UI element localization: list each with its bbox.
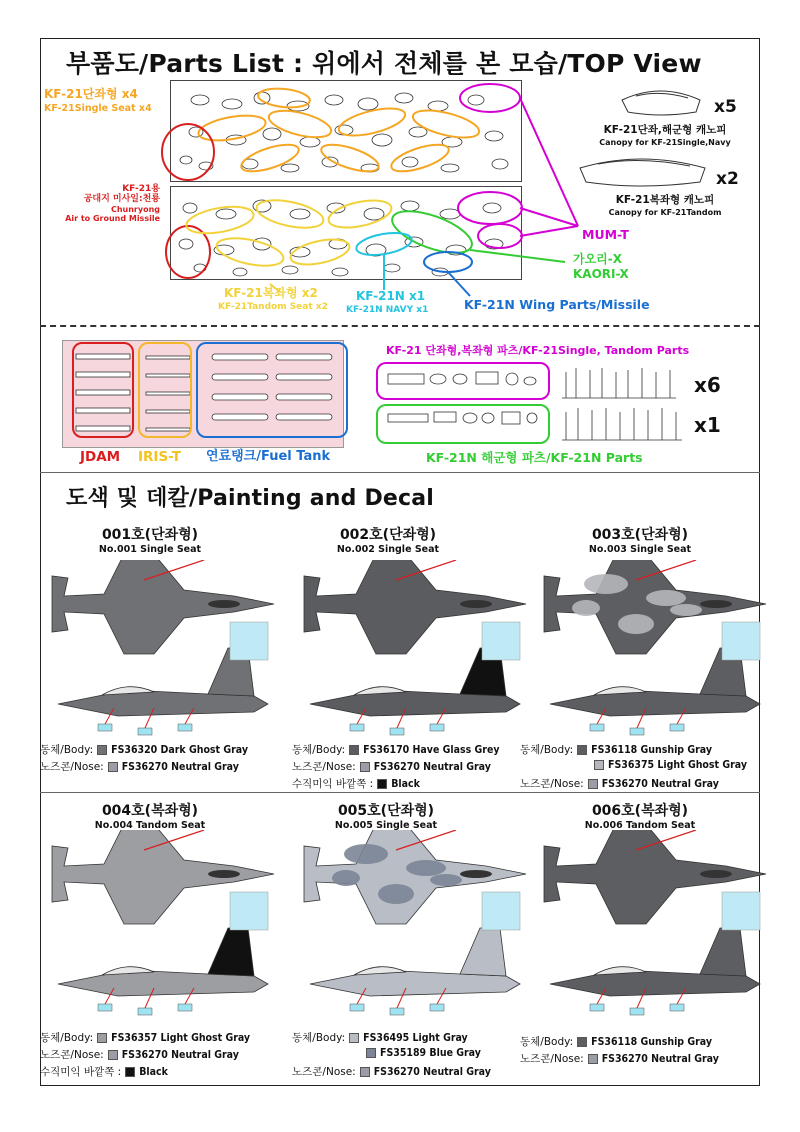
color-part-label: 노즈콘/Nose: [40,761,104,773]
kaori-label-ko: 가오리-X [573,252,623,266]
scheme-header [70,524,230,555]
color-spec-row [292,1047,481,1059]
scheme-name-en: No.001 Single Seat [98,544,202,555]
color-swatch [360,762,370,772]
canopy-tandom-label-en: Canopy for KF-21Tandom [608,208,722,217]
kf21-tandom-label-ko: KF-21복좌형 x2 [224,286,318,300]
color-swatch [108,762,118,772]
color-spec-row [520,1051,719,1066]
scheme-header [70,800,230,831]
kaori-label-en: KAORI-X [573,267,629,281]
color-spec-row [520,776,719,791]
color-part-label: 동체/Body: [520,744,574,756]
section-divider [40,325,760,327]
color-part-label: 동체/Body: [520,1036,574,1048]
color-part-label: 동체/Body: [292,744,346,756]
color-swatch [125,1067,135,1077]
missile-label-ko1: KF-21용 [122,184,160,194]
scheme-name-en: No.005 Single Seat [334,820,438,831]
color-spec-row [292,759,491,774]
color-part-label: 수직미익 바깥쪽 : [40,1066,122,1078]
scheme-name-en: No.006 Tandom Seat [584,820,696,831]
page-title: 부품도/Parts List : 위에서 전체를 본 모습/TOP View [66,49,702,78]
color-swatch [108,1050,118,1060]
color-spec-row [520,742,712,757]
color-spec-row [40,1064,168,1079]
aircraft-side-view [310,928,520,996]
kf21n-parts-label: KF-21N 해군형 파츠/KF-21N Parts [426,450,643,465]
color-part-label: 노즈콘/Nose: [520,1053,584,1065]
scheme-name-ko: 003호(단좌형) [591,527,689,543]
color-spec-row [520,759,747,771]
tail-decal [722,892,760,930]
parts-x1: x1 [694,413,721,437]
scheme-illustration [296,560,536,750]
color-code: Black [139,1065,168,1078]
kf21-single-label-ko: KF-21단좌형 x4 [44,87,138,101]
color-part-label: 노즈콘/Nose: [520,778,584,790]
color-part-label: 노즈콘/Nose: [292,1066,356,1078]
color-spec-row [292,776,420,791]
color-part-label: 동체/Body: [292,1032,346,1044]
section-divider-2 [40,472,760,473]
small-parts-drawing [376,362,696,446]
color-spec-row [292,742,500,757]
canopy-tandom-qty: x2 [716,169,739,189]
fueltank-label: 연료탱크/Fuel Tank [206,449,331,464]
color-spec-row [292,1064,491,1079]
scheme-name-en: No.002 Single Seat [336,544,440,555]
kf21n-label-en: KF-21N NAVY x1 [346,305,429,315]
color-code: FS36170 Have Glass Grey [363,743,500,756]
aircraft-side-view [550,928,760,996]
scheme-name-ko: 006호(복좌형) [591,803,689,819]
color-part-label: 동체/Body: [40,1032,94,1044]
color-part-label: 동체/Body: [40,744,94,756]
color-swatch [594,760,604,770]
scheme-name-ko: 004호(복좌형) [101,803,199,819]
color-code: FS35189 Blue Gray [380,1047,481,1059]
color-swatch [349,1033,359,1043]
scheme-illustration [536,830,776,1020]
scheme-name-ko: 002호(단좌형) [339,527,437,543]
color-code: FS36270 Neutral Gray [601,1052,719,1065]
scheme-header [560,800,720,831]
color-spec-row [292,1030,468,1045]
mumt-label: MUM-T [582,227,629,242]
jdam-label: JDAM [80,449,121,465]
scheme-header [306,800,466,831]
color-part-label: 노즈콘/Nose: [292,761,356,773]
missile-label [50,184,160,223]
color-code: FS36270 Neutral Gray [373,1065,491,1078]
color-swatch [97,1033,107,1043]
scheme-name-en: No.003 Single Seat [588,544,692,555]
color-part-label: 노즈콘/Nose: [40,1049,104,1061]
color-swatch [349,745,359,755]
color-swatch [366,1048,376,1058]
canopy-single-qty: x5 [714,97,737,117]
color-spec-row [40,742,248,757]
color-spec-row [40,1030,250,1045]
jdam-highlight [72,342,134,438]
color-code: FS36357 Light Ghost Gray [111,1031,251,1044]
color-code: FS36118 Gunship Gray [591,743,712,756]
color-code: FS36270 Neutral Gray [601,777,719,790]
tail-decal [230,622,268,660]
color-code: FS36375 Light Ghost Gray [608,759,747,771]
color-spec-row [520,1034,712,1049]
color-code: FS36270 Neutral Gray [121,1048,239,1061]
color-swatch [360,1067,370,1077]
color-swatch [588,779,598,789]
row-divider [40,792,760,793]
color-code: FS36320 Dark Ghost Gray [111,743,248,756]
color-code: Black [391,777,420,790]
color-part-label: 수직미익 바깥쪽 : [292,778,374,790]
scheme-illustration [536,560,776,750]
scheme-illustration [296,830,536,1020]
tail-decal [482,622,520,660]
kf21-single-label-en: KF-21Single Seat x4 [44,103,152,114]
color-swatch [377,779,387,789]
scheme-illustration [44,560,284,750]
color-swatch [588,1054,598,1064]
tail-decal [722,622,760,660]
missile-label-ko2: 공대지 미사일:천룡 [83,194,160,205]
color-code: FS36270 Neutral Gray [373,760,491,773]
aircraft-side-view [58,928,268,996]
color-swatch [97,745,107,755]
scheme-header [308,524,468,555]
tail-decal [482,892,520,930]
missile-label-en2: Air to Ground Missile [65,213,160,223]
missile-label-en1: Chunryong [110,204,160,214]
scheme-name-en: No.004 Tandom Seat [94,820,206,831]
tail-decal [230,892,268,930]
scheme-header [560,524,720,555]
color-code: FS36495 Light Gray [363,1031,468,1044]
kf21n-label-ko: KF-21N x1 [356,289,426,303]
irist-highlight [138,342,192,438]
canopy-single-label-ko: KF-21단좌,해군형 캐노피 [603,124,727,136]
canopy-single-label-en: Canopy for KF-21Single,Navy [599,138,731,147]
fueltank-highlight [196,342,348,438]
color-code: FS36270 Neutral Gray [121,760,239,773]
irist-label: IRIS-T [138,449,181,465]
parts-x6: x6 [694,373,721,397]
painting-title: 도색 및 데칼/Painting and Decal [66,486,435,511]
single-tandom-parts-label: KF-21 단좌형,복좌형 파츠/KF-21Single, Tandom Parts [386,344,690,357]
scheme-name-ko: 005호(단좌형) [337,803,435,819]
color-swatch [577,745,587,755]
color-swatch [577,1037,587,1047]
color-code: FS36118 Gunship Gray [591,1035,712,1048]
scheme-name-ko: 001호(단좌형) [101,527,199,543]
kf21-tandom-label-en: KF-21Tandom Seat x2 [218,302,328,312]
scheme-illustration [44,830,284,1020]
sprue-drawing [0,0,800,330]
kf21n-wing-label: KF-21N Wing Parts/Missile [464,297,650,312]
color-spec-row [40,1047,239,1062]
color-spec-row [40,759,239,774]
canopy-tandom-label-ko: KF-21복좌형 캐노피 [615,194,715,206]
